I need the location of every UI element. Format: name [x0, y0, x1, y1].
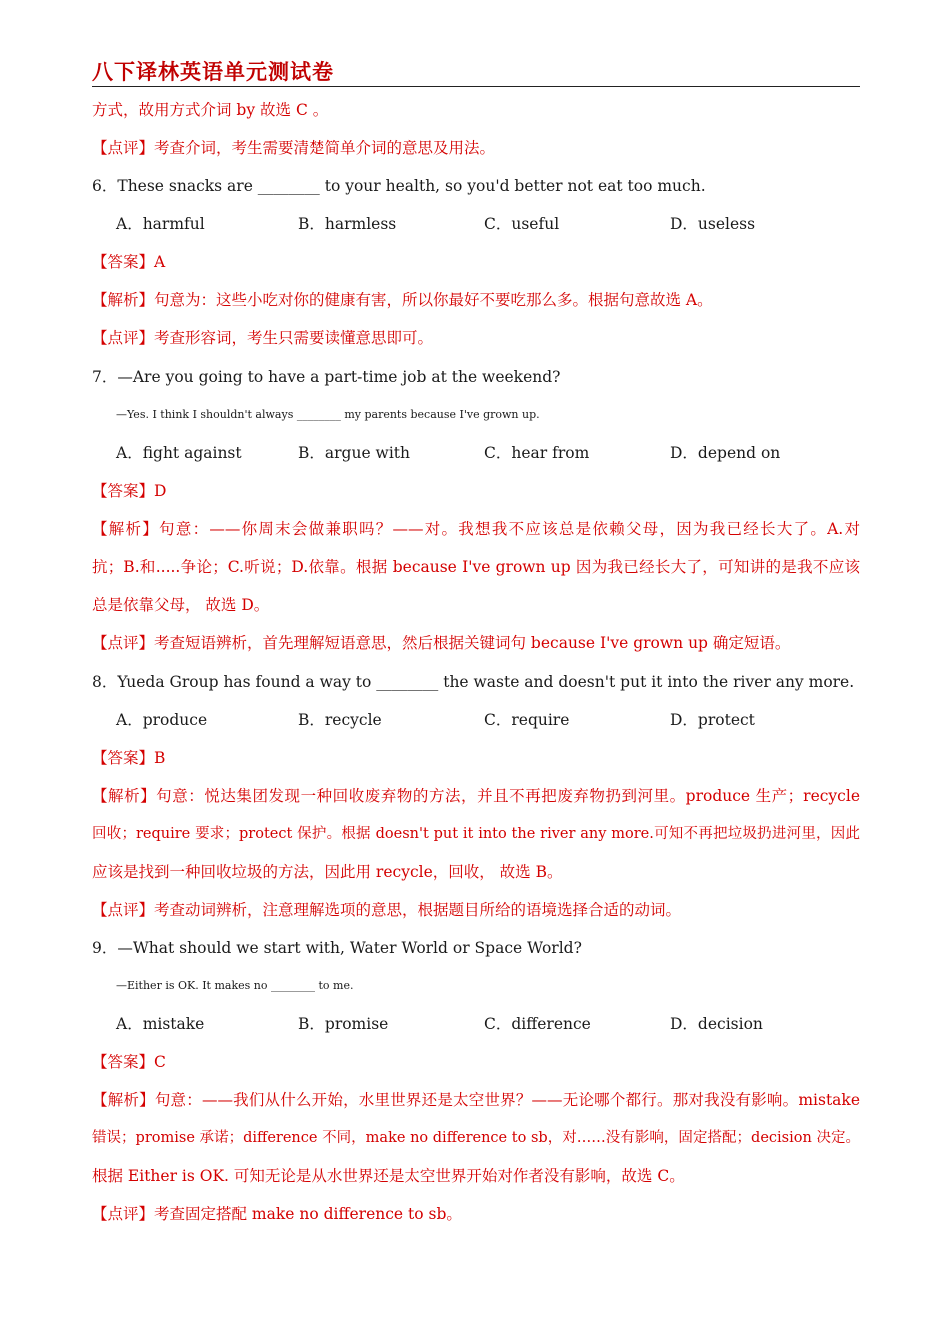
review-line: 【点评】考查形容词，考生只需要读懂意思即可。	[92, 329, 434, 347]
option-c: C．difference	[484, 1015, 591, 1033]
option-b: B．promise	[298, 1015, 389, 1033]
explanation-line: 【解析】句意：——你周末会做兼职吗？——对。我想我不应该总是依赖父母，因为我已经长大了。A.对	[92, 520, 860, 538]
option-a: A．harmful	[116, 215, 205, 233]
explanation-line: 应该是找到一种回收垃圾的方法，因此用 recycle，回收， 故选 B。	[92, 863, 563, 881]
option-d: D．decision	[670, 1015, 763, 1033]
explanation-line: 【解析】句意为：这些小吃对你的健康有害，所以你最好不要吃那么多。根据句意故选 A。	[92, 291, 713, 309]
option-c: C．require	[484, 711, 570, 729]
answer-line: 【答案】C	[92, 1053, 166, 1071]
option-d: D．depend on	[670, 444, 781, 462]
option-a: A．mistake	[116, 1015, 205, 1033]
option-b: B．recycle	[298, 711, 382, 729]
option-b: B．argue with	[298, 444, 410, 462]
explanation-line: 【解析】句意：悦达集团发现一种回收废弃物的方法，并且不再把废弃物扔到河里。produce 生产；recycle	[92, 787, 860, 805]
explanation-line: 总是依靠父母， 故选 D。	[92, 596, 270, 614]
review-line: 【点评】考查固定搭配 make no difference to sb。	[92, 1205, 462, 1223]
text-line: 方式，故用方式介词 by 故选 C 。	[92, 101, 329, 119]
answer-line: 【答案】A	[92, 253, 166, 271]
option-a: A．fight against	[116, 444, 242, 462]
explanation-line: 错误；promise 承诺；difference 不同，make no difference to sb，对……没有影响，固定搭配；decision 决定。	[92, 1130, 860, 1146]
option-c: C．useful	[484, 215, 560, 233]
option-a: A．produce	[116, 711, 208, 729]
question-9-reply: —Either is OK. It makes no ________ to me.	[116, 979, 354, 992]
review-line: 【点评】考查介词，考生需要清楚简单介词的意思及用法。	[92, 139, 496, 157]
review-line: 【点评】考查动词辨析，注意理解选项的意思，根据题目所给的语境选择合适的动词。	[92, 901, 682, 919]
explanation-line: 【解析】句意：——我们从什么开始，水里世界还是太空世界？——无论哪个都行。那对我没有影响。mistake	[92, 1091, 860, 1109]
answer-line: 【答案】D	[92, 482, 167, 500]
question-7-reply: —Yes. I think I shouldn't always ________ my parents because I've grown up.	[116, 408, 540, 421]
review-line: 【点评】考查短语辨析，首先理解短语意思，然后根据关键词句 because I've grown up 确定短语。	[92, 634, 791, 652]
page-title: 八下译林英语单元测试卷	[92, 60, 334, 84]
answer-line: 【答案】B	[92, 749, 166, 767]
explanation-line: 抗；B.和.....争论；C.听说；D.依靠。根据 because I've grown up 因为我已经长大了，可知讲的是我不应该	[92, 558, 860, 576]
option-d: D．protect	[670, 711, 755, 729]
explanation-line: 根据 Either is OK. 可知无论是从水世界还是太空世界开始对作者没有影响，故选 C。	[92, 1167, 685, 1185]
question-7: 7．—Are you going to have a part-time job at the weekend?	[92, 368, 561, 386]
option-b: B．harmless	[298, 215, 397, 233]
option-c: C．hear from	[484, 444, 590, 462]
question-8: 8．Yueda Group has found a way to ________ the waste and doesn't put it into the river any more.	[92, 673, 855, 691]
option-d: D．useless	[670, 215, 756, 233]
explanation-line: 回收；require 要求；protect 保护。根据 doesn't put it into the river any more.可知不再把垃圾扔进河里，因此	[92, 826, 860, 842]
page-header	[92, 54, 860, 87]
question-6: 6．These snacks are ________ to your health, so you'd better not eat too much.	[92, 177, 706, 195]
question-9: 9．—What should we start with, Water World or Space World?	[92, 939, 582, 957]
